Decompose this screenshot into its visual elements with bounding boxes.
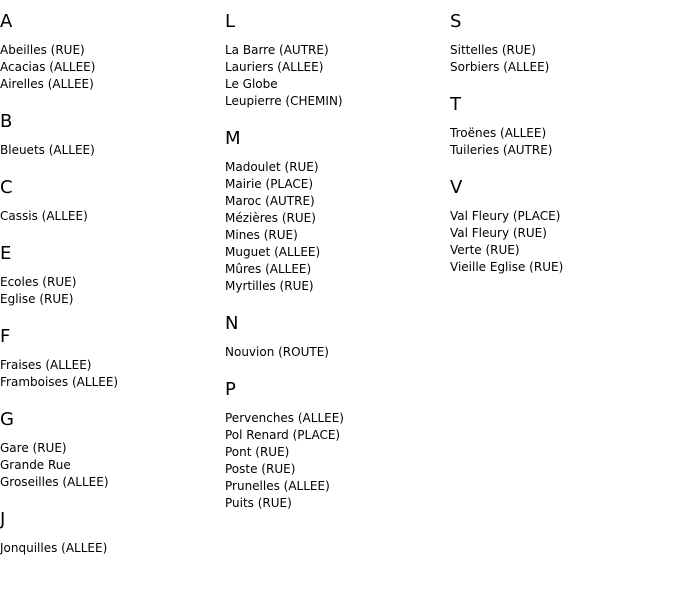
street-link[interactable]: Le Globe (225, 77, 278, 91)
letter-group (450, 177, 670, 276)
letter-group (225, 11, 445, 110)
street-link[interactable]: Val Fleury (RUE) (450, 226, 547, 240)
letter-group (450, 11, 670, 76)
letter-heading: S (450, 11, 462, 32)
street-link[interactable]: Mézières (RUE) (225, 211, 316, 225)
street-link[interactable]: Prunelles (ALLEE) (225, 479, 330, 493)
street-link[interactable]: Abeilles (RUE) (0, 43, 85, 57)
letter-group (0, 409, 220, 491)
street-link[interactable]: Verte (RUE) (450, 243, 520, 257)
street-link[interactable]: Pont (RUE) (225, 445, 290, 459)
street-link[interactable]: Leupierre (CHEMIN) (225, 94, 343, 108)
letter-group (0, 111, 220, 159)
letter-heading: E (0, 243, 12, 264)
letter-heading: F (0, 326, 11, 347)
letter-heading: N (225, 313, 239, 334)
letter-heading: G (0, 409, 14, 430)
letter-group (450, 94, 670, 159)
letter-heading: P (225, 379, 236, 400)
letter-heading: C (0, 177, 13, 198)
letter-heading: V (450, 177, 463, 198)
street-link[interactable]: Pol Renard (PLACE) (225, 428, 341, 442)
street-link[interactable]: Mines (RUE) (225, 228, 298, 242)
letter-group (225, 379, 445, 512)
letter-heading: M (225, 128, 241, 149)
street-link[interactable]: Ecoles (RUE) (0, 275, 77, 289)
letter-heading: T (450, 94, 461, 115)
street-link[interactable]: Troënes (ALLEE) (450, 126, 547, 140)
street-link[interactable]: Nouvion (ROUTE) (225, 345, 329, 359)
letter-heading: A (0, 11, 13, 32)
street-link[interactable]: Grande Rue (0, 458, 71, 472)
street-link[interactable]: Framboises (ALLEE) (0, 375, 119, 389)
street-link[interactable]: Mairie (PLACE) (225, 177, 314, 191)
letter-group (0, 509, 220, 557)
street-link[interactable]: Fraises (ALLEE) (0, 358, 92, 372)
street-link[interactable]: Vieille Eglise (RUE) (450, 260, 564, 274)
street-link[interactable]: Poste (RUE) (225, 462, 296, 476)
street-link[interactable]: Pervenches (ALLEE) (225, 411, 344, 425)
letter-group (0, 177, 220, 225)
index-column (0, 0, 220, 557)
index-column (450, 0, 670, 276)
index-column (225, 0, 445, 512)
street-link[interactable]: Gare (RUE) (0, 441, 67, 455)
street-link[interactable]: Puits (RUE) (225, 496, 292, 510)
street-link[interactable]: Acacias (ALLEE) (0, 60, 96, 74)
street-link[interactable]: Lauriers (ALLEE) (225, 60, 324, 74)
street-link[interactable]: Cassis (ALLEE) (0, 209, 88, 223)
letter-group (0, 243, 220, 308)
street-link[interactable]: Sorbiers (ALLEE) (450, 60, 550, 74)
street-link[interactable]: Sittelles (RUE) (450, 43, 536, 57)
letter-group (225, 313, 445, 361)
street-link[interactable]: Val Fleury (PLACE) (450, 209, 561, 223)
street-link[interactable]: Mûres (ALLEE) (225, 262, 312, 276)
street-link[interactable]: Eglise (RUE) (0, 292, 74, 306)
letter-heading: B (0, 111, 13, 132)
letter-heading: L (225, 11, 236, 32)
street-link[interactable]: Maroc (AUTRE) (225, 194, 315, 208)
street-link[interactable]: La Barre (AUTRE) (225, 43, 329, 57)
letter-heading: J (0, 509, 6, 530)
letter-group (225, 128, 445, 295)
street-link[interactable]: Jonquilles (ALLEE) (0, 541, 108, 555)
street-link[interactable]: Madoulet (RUE) (225, 160, 319, 174)
letter-group (0, 11, 220, 93)
letter-group (0, 326, 220, 391)
street-link[interactable]: Airelles (ALLEE) (0, 77, 94, 91)
street-link[interactable]: Groseilles (ALLEE) (0, 475, 109, 489)
street-link[interactable]: Muguet (ALLEE) (225, 245, 321, 259)
street-link[interactable]: Tuileries (AUTRE) (450, 143, 553, 157)
street-link[interactable]: Bleuets (ALLEE) (0, 143, 95, 157)
street-link[interactable]: Myrtilles (RUE) (225, 279, 314, 293)
